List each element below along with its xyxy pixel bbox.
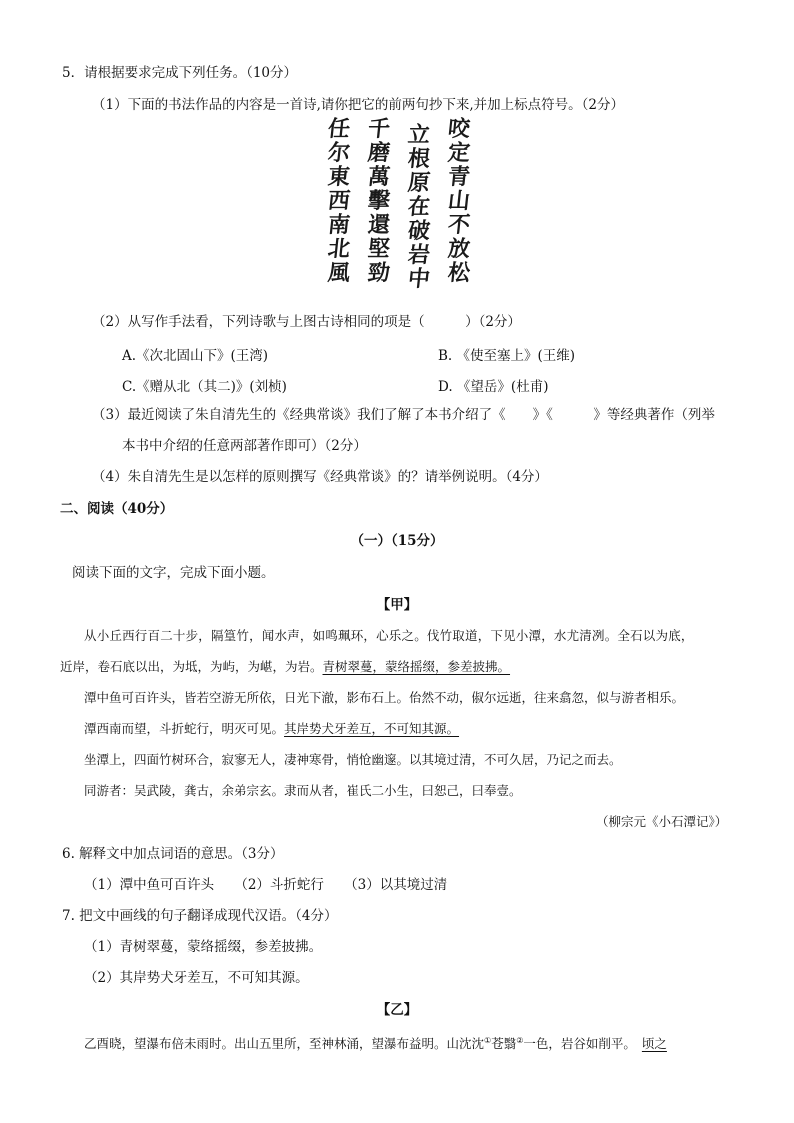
q7-item-1: （1）青树翠蔓，蒙络摇缀，参差披拂。 — [84, 939, 323, 955]
calligraphy-last-row — [318, 261, 478, 291]
footnote-mark: ② — [516, 1036, 524, 1045]
passage-jia-p4: 坐潭上，四面竹树环合，寂寥无人，凄神寒骨，悄怆幽邃。以其境过清，不可久居，乃记之而去。 — [84, 752, 622, 767]
calligraphy-char: 在 — [406, 194, 432, 220]
calligraphy-char: 放 — [446, 236, 472, 262]
footnote-mark: ① — [484, 1036, 492, 1045]
calligraphy-char: 北 — [326, 236, 352, 262]
calligraphy-char: 勁 — [366, 260, 392, 286]
underlined-sentence-3: 顷之 — [641, 1036, 667, 1052]
passage-jia-p2: 潭中鱼可百许头，皆若空游无所依，日光下澈，影布石上。佁然不动，俶尔远逝，往来翕忽，似与游者相乐。 — [84, 690, 685, 705]
passage-text: 一色，岩谷如削平。 — [523, 1036, 636, 1052]
calligraphy-char: 不 — [446, 212, 472, 238]
calligraphy-char: 根 — [406, 146, 432, 172]
option-b: B. 《使至塞上》(王维) — [438, 348, 576, 364]
q5-sub3-line1: （3）最近阅读了朱自清先生的《经典常谈》我们了解了本书介绍了《 》《 》等经典著作（列举 — [92, 407, 715, 423]
calligraphy-char: 原 — [406, 170, 432, 196]
passage-jia-title: 【甲】 — [376, 597, 418, 613]
passage-yi-line1 — [84, 1032, 667, 1053]
q6-items: （1）潭中鱼可百许头 （2）斗折蛇行 （3）以其境过清 — [84, 877, 448, 893]
reading-instruction: 阅读下面的文字，完成下面小题。 — [72, 565, 275, 581]
option-a: A.《次北固山下》(王湾) — [122, 348, 269, 364]
passage-text: 近岸，卷石底以出，为坻，为屿，为嵁，为岩。 — [60, 659, 323, 674]
calligraphy-char: 擊 — [366, 188, 392, 214]
calligraphy-column-1 — [440, 117, 478, 261]
underlined-sentence-1: 青树翠蔓，蒙络摇缀，参差披拂。 — [322, 659, 511, 674]
underlined-sentence-2: 其岸势犬牙差互，不可知其源。 — [284, 721, 460, 736]
calligraphy-char: 任 — [326, 116, 352, 142]
calligraphy-char: 破 — [406, 218, 432, 244]
option-d: D. 《望岳》(杜甫) — [438, 379, 549, 395]
part-heading: （一）（15分） — [350, 533, 444, 549]
calligraphy-char: 尔 — [326, 140, 352, 166]
passage-jia-p1-line1: 从小丘西行百二十步，隔篁竹，闻水声，如鸣珮环，心乐之。伐竹取道，下见小潭，水尤清冽。全石以为底， — [84, 628, 694, 643]
calligraphy-char: 南 — [326, 212, 352, 238]
calligraphy-char: 風 — [326, 260, 352, 286]
calligraphy-char: 千 — [366, 116, 392, 142]
section-heading: 二、阅读（40分） — [60, 501, 174, 517]
q5-stem: 5．请根据要求完成下列任务。（10分） — [62, 65, 298, 81]
calligraphy-char: 堅 — [366, 236, 392, 262]
calligraphy-char: 立 — [406, 122, 432, 148]
calligraphy-char: 萬 — [366, 164, 392, 190]
passage-text: 乙酉晓，望瀑布倍未雨时。出山五里所，至神林涌，望瀑布益明。山沈沈 — [84, 1036, 485, 1052]
passage-jia-p5: 同游者：吴武陵，龚古，余弟宗玄。隶而从者，崔氏二小生，曰恕己，曰奉壹。 — [84, 783, 522, 798]
passage-text: 潭西南而望，斗折蛇行，明灭可见。 — [84, 721, 285, 736]
passage-yi-title: 【乙】 — [376, 1002, 418, 1018]
calligraphy-char: 西 — [326, 188, 352, 214]
passage-source: （柳宗元《小石潭记》） — [596, 814, 728, 829]
calligraphy-char: 山 — [446, 188, 472, 214]
q5-sub4: （4）朱自清先生是以怎样的原则撰写《经典常谈》的？请举例说明。（4分） — [92, 469, 548, 485]
calligraphy-char: 磨 — [366, 140, 392, 166]
q5-sub2: （2）从写作手法看，下列诗歌与上图古诗相同的项是（ ）（2分） — [92, 314, 521, 330]
calligraphy-column-3 — [360, 117, 398, 261]
calligraphy-column-4 — [320, 117, 358, 261]
q7-item-2: （2）其岸势犬牙差互，不可知其源。 — [84, 970, 309, 986]
calligraphy-char: 還 — [366, 212, 392, 238]
q5-sub1: （1）下面的书法作品的内容是一首诗,请你把它的前两句抄下来,并加上标点符号。（2分） — [92, 97, 625, 113]
q7-stem: 7. 把文中画线的句子翻译成现代汉语。（4分） — [62, 908, 338, 924]
passage-text: 苍翳 — [491, 1036, 517, 1052]
calligraphy-char: 中 — [406, 266, 432, 292]
calligraphy-char: 定 — [446, 140, 472, 166]
q6-stem: 6. 解释文中加点词语的意思。（3分） — [62, 846, 284, 862]
q5-sub3-line2: 本书中介绍的任意两部著作即可）（2分） — [122, 438, 367, 454]
calligraphy-char: 咬 — [446, 116, 472, 142]
calligraphy-char: 東 — [326, 164, 352, 190]
calligraphy-char: 岩 — [406, 242, 432, 268]
calligraphy-char: 松 — [446, 260, 472, 286]
calligraphy-char: 青 — [446, 164, 472, 190]
calligraphy-column-2 — [400, 123, 438, 267]
passage-jia-p3 — [84, 720, 459, 738]
option-c: C.《赠从北（其二)》(刘桢) — [122, 379, 287, 395]
passage-jia-p1-line2 — [60, 658, 510, 676]
